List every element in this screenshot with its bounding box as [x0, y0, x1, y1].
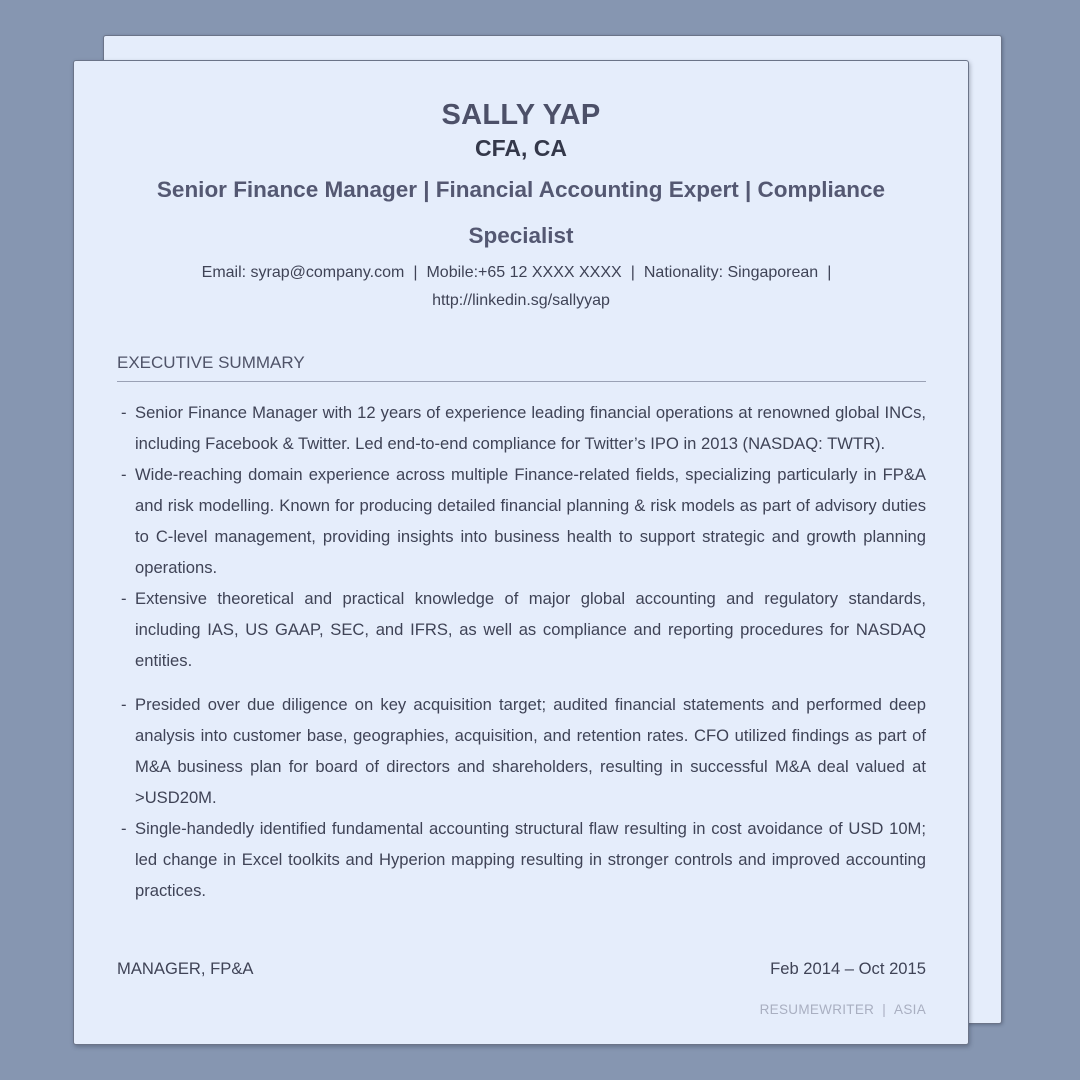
bullet-text: Single-handedly identified fundamental accounting structural flaw resulting in cost avoidance of USD 10M; led change in Excel toolkits and Hyperion mapping resulting in stronger controls and improved accounting practices. — [135, 819, 926, 900]
footer-branding — [760, 1002, 926, 1017]
headline-line-1: Senior Finance Manager | Financial Accounting Expert | Compliance — [156, 177, 886, 202]
bullet-text: Extensive theoretical and practical knowledge of major global accounting and regulatory standards, including IAS, US GAAP, SEC, and IFRS, as well as compliance and reporting procedures for NASDAQ entities. — [135, 589, 926, 670]
professional-headline — [114, 167, 928, 259]
contact-info — [114, 259, 928, 315]
bullet-text: Senior Finance Manager with 12 years of experience leading financial operations at renowned global INCs, including Facebook & Twitter. Led end-to-end compliance for Twitter’s IPO in 2013 (NASDAQ: TWTR). — [135, 403, 926, 453]
contact-separator: | — [630, 264, 635, 281]
contact-linkedin: http://linkedin.sg/sallyyap — [432, 292, 610, 309]
summary-bullet — [117, 459, 926, 583]
bullet-dash: - — [121, 819, 127, 838]
bullet-dash: - — [121, 695, 127, 714]
bullet-dash: - — [121, 403, 127, 422]
bullet-text: Wide-reaching domain experience across multiple Finance-related fields, specializing particularly in FP&A and risk modelling. Known for producing detailed financial planning & risk models as part of advisory duties to C-level management, providing insights into business health to support strategic and growth planning operations. — [135, 465, 926, 577]
candidate-name: SALLY YAP — [441, 99, 601, 131]
summary-bullet — [117, 689, 926, 813]
contact-separator: | — [827, 264, 832, 281]
contact-email: Email: syrap@company.com — [201, 264, 405, 281]
contact-nationality: Nationality: Singaporean — [643, 264, 819, 281]
footer-region: ASIA — [894, 1002, 926, 1017]
headline-line-2: Specialist — [468, 223, 574, 248]
candidate-credentials: CFA, CA — [475, 135, 567, 161]
bullet-group-gap — [117, 676, 926, 689]
bullet-dash: - — [121, 465, 127, 484]
bullet-dash: - — [121, 589, 127, 608]
summary-bullet — [117, 583, 926, 676]
bullet-text: Presided over due diligence on key acquisition target; audited financial statements and performed deep analysis into customer base, geographies, acquisition, and retention rates. CFO utilized findings as part of M&A business plan for board of directors and shareholders, resulting in successful M&A deal valued at >USD20M. — [135, 695, 926, 807]
summary-bullet — [117, 397, 926, 459]
footer-separator: | — [882, 1002, 887, 1017]
contact-separator: | — [413, 264, 418, 281]
role-dates: Feb 2014 – Oct 2015 — [770, 959, 926, 978]
role-title: MANAGER, FP&A — [117, 959, 254, 978]
footer-brand: RESUMEWRITER — [759, 1002, 875, 1017]
summary-bullet — [117, 813, 926, 906]
summary-bullets — [117, 397, 926, 906]
contact-mobile: Mobile:+65 12 XXXX XXXX — [426, 264, 622, 281]
resume-header — [114, 97, 928, 315]
resume-page — [73, 60, 969, 1045]
section-title-executive-summary: EXECUTIVE SUMMARY — [117, 353, 926, 382]
